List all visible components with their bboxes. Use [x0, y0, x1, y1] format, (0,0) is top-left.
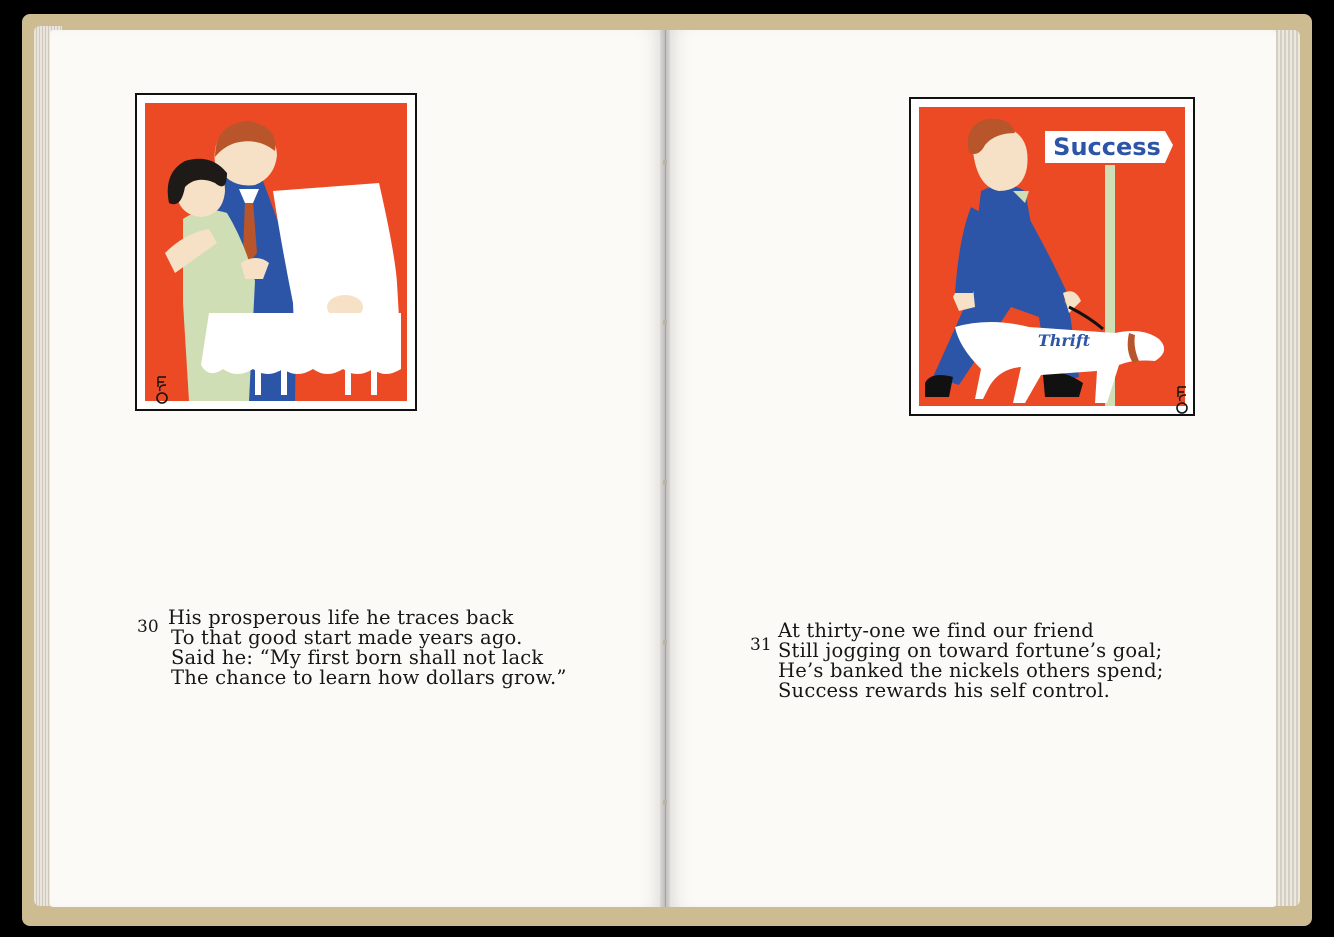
artist-monogram-icon	[146, 363, 162, 397]
verse-line: The chance to learn how dollars grow.”	[171, 666, 567, 689]
binding-stitch	[663, 800, 667, 805]
family-cradle-drawing	[145, 103, 407, 401]
family-cradle-illustration	[135, 93, 417, 411]
verse-line: At thirty-one we find our friend	[778, 619, 1094, 642]
verse-left	[168, 608, 567, 688]
thrift-dog-label: Thrift	[1037, 331, 1091, 350]
verse-line: His prosperous life he traces back	[168, 606, 514, 629]
binding-stitch	[663, 320, 667, 325]
binding-stitch	[663, 160, 667, 165]
verse-number-31: 31	[750, 635, 772, 655]
verse-line: Success rewards his self control.	[778, 679, 1111, 702]
binding-stitch	[663, 640, 667, 645]
verse-line: To that good start made years ago.	[171, 626, 523, 649]
binding-stitch	[663, 480, 667, 485]
verse-line: Said he: “My first born shall not lack	[171, 646, 544, 669]
man-walking-dog-illustration	[909, 97, 1195, 416]
verse-number-30: 30	[137, 617, 159, 637]
verse-right	[778, 621, 1164, 701]
success-sign-text: Success	[1053, 133, 1161, 161]
verse-line: Still jogging on toward fortune’s goal;	[778, 639, 1163, 662]
verse-line: He’s banked the nickels others spend;	[778, 659, 1164, 682]
artist-monogram-icon	[1166, 373, 1182, 407]
